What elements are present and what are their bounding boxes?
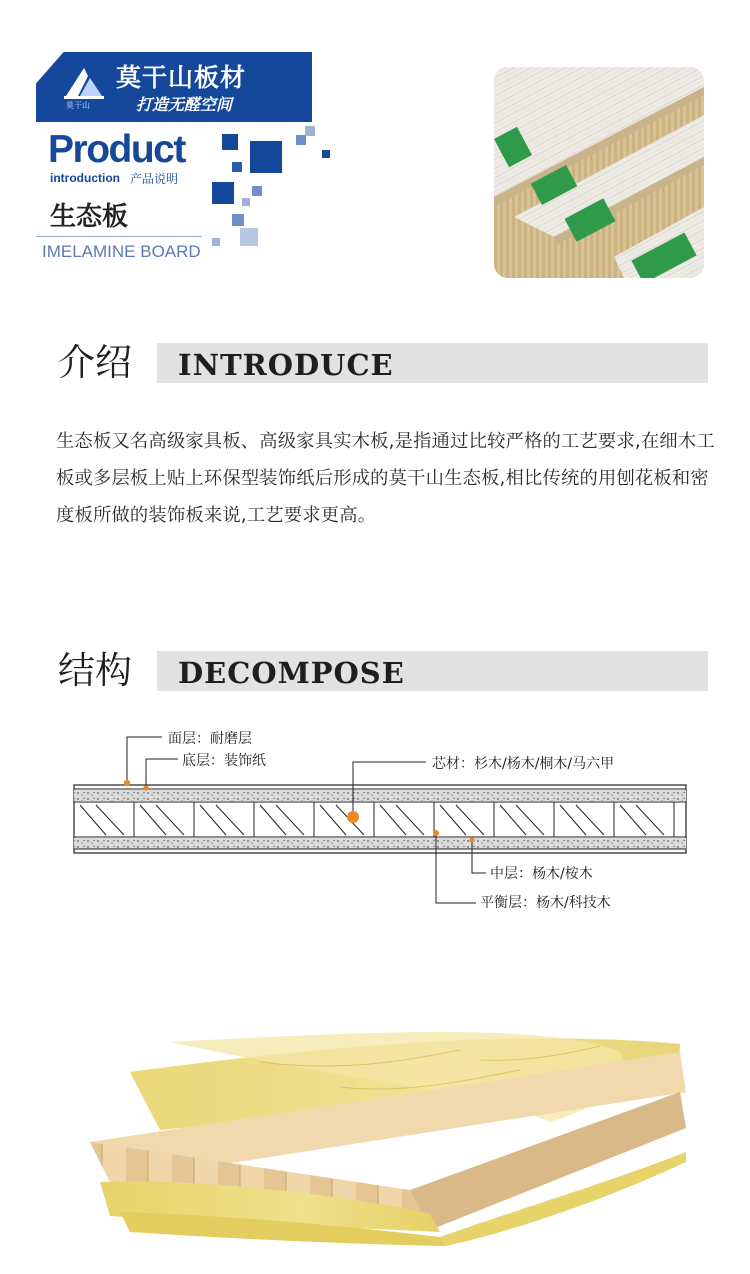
intro-title-cn: 介绍 bbox=[58, 341, 132, 384]
logo-caption: 莫干山 bbox=[66, 101, 90, 110]
label-base-layer: 底层：装饰纸 bbox=[182, 753, 266, 769]
brand-name: 莫干山板材 bbox=[116, 63, 247, 92]
brand-slogan: 打造无醛空间 bbox=[136, 95, 233, 114]
intro-paragraph: 生态板又名高级家具板、高级家具实木板,是指通过比较严格的工艺要求,在细木工板或多层板上贴上环保型装饰纸后形成的莫干山生态板,相比传统的用刨花板和密度板所做的装饰板来说,工艺要求更高。 bbox=[56, 431, 715, 526]
label-balance-layer: 平衡层：杨木/科技木 bbox=[480, 895, 611, 911]
structure-title-en: DECOMPOSE bbox=[178, 656, 405, 690]
structure-diagram bbox=[66, 725, 696, 915]
label-surface-layer: 面层：耐磨层 bbox=[168, 731, 252, 747]
board-layers-illustration bbox=[80, 1032, 690, 1248]
structure-title-cn: 结构 bbox=[58, 649, 132, 692]
product-title: 生态板 bbox=[50, 202, 129, 232]
label-core-material: 芯材：杉木/杨木/桐木/马六甲 bbox=[432, 756, 615, 772]
product-photo bbox=[494, 67, 704, 278]
label-middle-layer: 中层：杨木/桉木 bbox=[490, 866, 593, 882]
introduction-en: introduction bbox=[50, 171, 120, 185]
brand-logo-icon bbox=[58, 62, 110, 102]
introduction-cn: 产品说明 bbox=[130, 172, 179, 186]
product-subtitle: IMELAMINE BOARD bbox=[42, 242, 201, 261]
intro-title-en: INTRODUCE bbox=[178, 348, 394, 382]
product-heading: Product bbox=[48, 128, 185, 171]
subtitle-divider bbox=[36, 236, 202, 237]
